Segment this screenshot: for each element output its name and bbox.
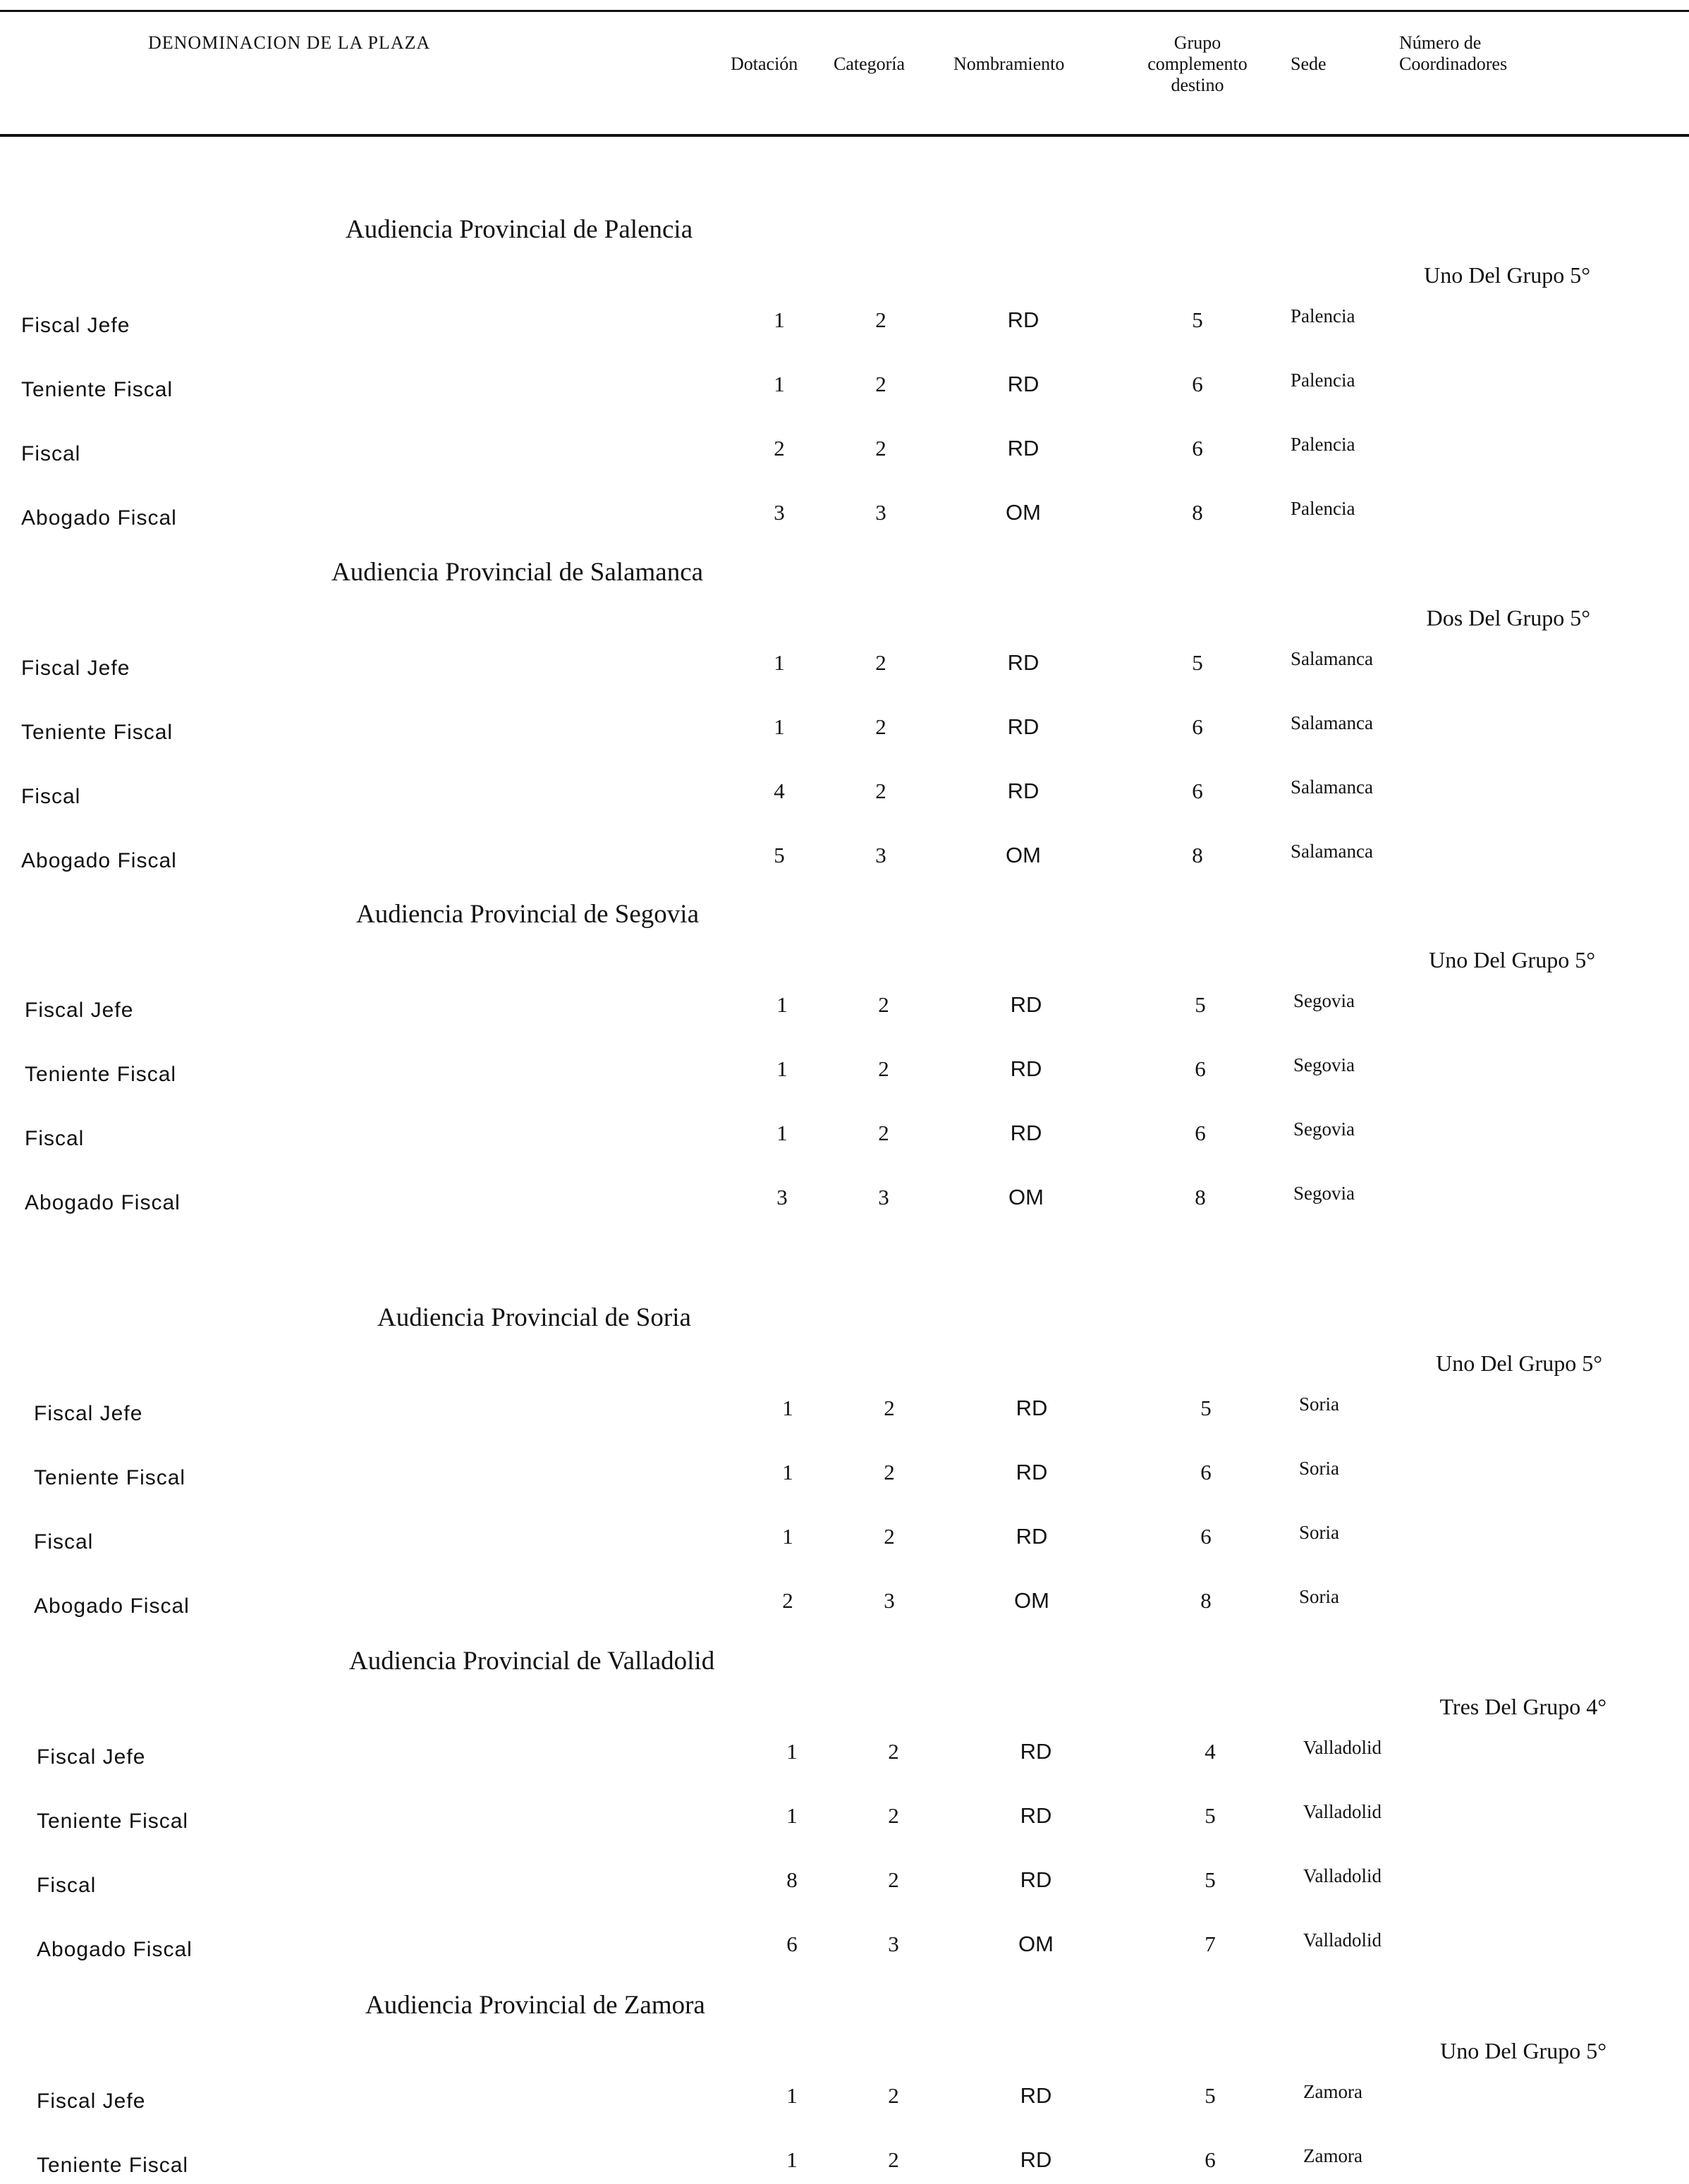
dotacion-value: 1: [774, 714, 785, 739]
position-name: Fiscal: [37, 1874, 97, 1897]
dotacion-value: 8: [786, 1867, 798, 1892]
table-row: [0, 1865, 1689, 1901]
nombramiento-value: RD: [1007, 372, 1039, 396]
nombramiento-value: OM: [1006, 500, 1041, 525]
nombramiento-value: RD: [1007, 307, 1039, 332]
nombramiento-value: RD: [1010, 1056, 1042, 1081]
categoria-value: 2: [884, 1460, 895, 1484]
categoria-value: 3: [878, 1185, 889, 1209]
position-name: Fiscal Jefe: [21, 657, 130, 680]
grupo-value: 4: [1205, 1739, 1216, 1764]
position-name: Teniente Fiscal: [37, 1810, 189, 1833]
position-name: Fiscal Jefe: [21, 314, 130, 337]
header-nombramiento: Nombramiento: [953, 54, 1065, 74]
grupo-value: 5: [1195, 992, 1206, 1017]
categoria-value: 2: [875, 307, 886, 332]
nombramiento-value: OM: [1014, 1588, 1049, 1613]
position-name: Fiscal Jefe: [37, 1745, 146, 1769]
table-row: [0, 841, 1689, 877]
nombramiento-value: RD: [1020, 2083, 1052, 2108]
dotacion-value: 1: [786, 1803, 798, 1828]
section-title: Audiencia Provincial de Segovia: [356, 900, 700, 929]
dotacion-value: 4: [774, 779, 785, 803]
table-row: [0, 498, 1689, 534]
nombramiento-value: RD: [1007, 714, 1039, 739]
sede-value: Soria: [1299, 1393, 1339, 1415]
sede-value: Segovia: [1293, 1054, 1355, 1075]
position-name: Abogado Fiscal: [37, 1938, 193, 1961]
table-row: [0, 648, 1689, 684]
categoria-value: 2: [875, 436, 886, 460]
dotacion-value: 5: [774, 843, 785, 867]
sede-value: Segovia: [1293, 1183, 1355, 1204]
sede-value: Salamanca: [1291, 841, 1373, 862]
nombramiento-value: RD: [1016, 1396, 1048, 1420]
nombramiento-value: RD: [1020, 2147, 1052, 2172]
sede-value: Soria: [1299, 1586, 1339, 1607]
categoria-value: 2: [875, 779, 886, 803]
section-title: Audiencia Provincial de Valladolid: [349, 1647, 715, 1676]
sede-value: Palencia: [1291, 498, 1355, 519]
coordinators-note: Uno Del Grupo 5°: [1429, 947, 1595, 972]
grupo-value: 8: [1192, 500, 1203, 525]
section-title: Audiencia Provincial de Palencia: [346, 215, 693, 244]
header-categoria: Categoría: [834, 54, 906, 74]
sede-value: Salamanca: [1291, 712, 1373, 733]
dotacion-value: 1: [776, 1056, 788, 1081]
position-name: Fiscal: [25, 1127, 85, 1150]
section-title: Audiencia Provincial de Zamora: [365, 1991, 705, 2020]
header-grupo-line3: destino: [1171, 75, 1224, 95]
position-name: Fiscal Jefe: [34, 1402, 143, 1425]
position-name: Teniente Fiscal: [25, 1063, 177, 1086]
dotacion-value: 1: [774, 650, 785, 675]
dotacion-value: 3: [776, 1185, 788, 1209]
position-name: Fiscal: [34, 1530, 94, 1554]
sede-value: Soria: [1299, 1522, 1339, 1543]
sede-value: Zamora: [1303, 2081, 1362, 2102]
dotacion-value: 1: [782, 1396, 793, 1420]
categoria-value: 3: [888, 1932, 899, 1956]
categoria-value: 2: [888, 1739, 899, 1764]
nombramiento-value: OM: [1008, 1185, 1044, 1209]
dotacion-value: 2: [782, 1588, 793, 1613]
categoria-value: 2: [884, 1396, 895, 1420]
sede-value: Palencia: [1291, 305, 1355, 327]
categoria-value: 2: [875, 372, 886, 396]
table-row: [0, 2145, 1689, 2181]
dotacion-value: 1: [786, 2083, 798, 2108]
sede-value: Segovia: [1293, 990, 1355, 1011]
position-name: Teniente Fiscal: [21, 721, 173, 744]
position-name: Abogado Fiscal: [21, 849, 177, 872]
header-sede: Sede: [1291, 54, 1327, 74]
categoria-value: 2: [878, 992, 889, 1017]
grupo-value: 6: [1192, 436, 1203, 460]
table-row: [0, 1183, 1689, 1219]
nombramiento-value: RD: [1007, 436, 1039, 460]
position-name: Teniente Fiscal: [37, 2154, 189, 2177]
nombramiento-value: RD: [1010, 1121, 1042, 1145]
coordinators-note: Dos Del Grupo 5°: [1426, 605, 1590, 630]
categoria-value: 2: [888, 2147, 899, 2172]
nombramiento-value: OM: [1018, 1932, 1054, 1956]
grupo-value: 5: [1192, 307, 1203, 332]
sede-value: Palencia: [1291, 434, 1355, 455]
header-num-line1: Número de: [1399, 32, 1482, 53]
sede-value: Valladolid: [1303, 1801, 1382, 1822]
grupo-value: 6: [1192, 714, 1203, 739]
table-row: [0, 305, 1689, 341]
dotacion-value: 1: [786, 1739, 798, 1764]
position-name: Fiscal Jefe: [25, 999, 134, 1022]
header-bottom-rule: [0, 134, 1689, 137]
table-row: [0, 1118, 1689, 1154]
categoria-value: 3: [884, 1588, 895, 1613]
sede-value: Valladolid: [1303, 1865, 1382, 1886]
grupo-value: 5: [1205, 1867, 1216, 1892]
nombramiento-value: RD: [1020, 1739, 1052, 1764]
grupo-value: 6: [1192, 779, 1203, 803]
table-row: [0, 370, 1689, 405]
categoria-value: 2: [888, 1867, 899, 1892]
categoria-value: 2: [888, 1803, 899, 1828]
position-name: Fiscal Jefe: [37, 2090, 146, 2113]
sede-value: Palencia: [1291, 370, 1355, 391]
grupo-value: 6: [1195, 1056, 1206, 1081]
table-row: [0, 2081, 1689, 2117]
dotacion-value: 1: [774, 307, 785, 332]
categoria-value: 3: [875, 843, 886, 867]
table-row: [0, 434, 1689, 470]
table-row: [0, 1393, 1689, 1429]
coordinators-note: Uno Del Grupo 5°: [1436, 1350, 1602, 1376]
header-dotacion: Dotación: [731, 54, 798, 74]
grupo-value: 5: [1205, 2083, 1216, 2108]
nombramiento-value: RD: [1020, 1867, 1052, 1892]
grupo-value: 6: [1205, 2147, 1216, 2172]
table-row: [0, 1801, 1689, 1837]
dotacion-value: 1: [786, 2147, 798, 2172]
table-row: [0, 1737, 1689, 1773]
categoria-value: 3: [875, 500, 886, 525]
sede-value: Salamanca: [1291, 776, 1373, 798]
coordinators-note: Uno Del Grupo 5°: [1424, 262, 1590, 288]
position-name: Abogado Fiscal: [21, 506, 177, 530]
header-grupo: [1127, 32, 1268, 96]
grupo-value: 8: [1192, 843, 1203, 867]
dotacion-value: 1: [776, 992, 788, 1017]
header-denominacion: DENOMINACION DE LA PLAZA: [148, 32, 431, 53]
grupo-value: 8: [1200, 1588, 1212, 1613]
dotacion-value: 6: [786, 1932, 798, 1956]
table-row: [0, 1054, 1689, 1090]
sede-value: Salamanca: [1291, 648, 1373, 669]
position-name: Abogado Fiscal: [34, 1594, 190, 1618]
section-title: Audiencia Provincial de Soria: [377, 1303, 691, 1332]
table-row: [0, 1586, 1689, 1622]
header-grupo-line1: Grupo: [1173, 32, 1221, 53]
nombramiento-value: RD: [1020, 1803, 1052, 1828]
header-num-line2: Coordinadores: [1399, 54, 1508, 74]
sede-value: Segovia: [1293, 1118, 1355, 1140]
nombramiento-value: OM: [1006, 843, 1041, 867]
grupo-value: 8: [1195, 1185, 1206, 1209]
position-name: Fiscal: [21, 785, 81, 808]
table-row: [0, 1458, 1689, 1494]
sede-value: Valladolid: [1303, 1929, 1382, 1951]
position-name: Teniente Fiscal: [34, 1466, 186, 1489]
sede-value: Valladolid: [1303, 1737, 1382, 1758]
nombramiento-value: RD: [1007, 650, 1039, 675]
table-row: [0, 712, 1689, 748]
sede-value: Soria: [1299, 1458, 1339, 1479]
table-row: [0, 776, 1689, 812]
nombramiento-value: RD: [1010, 992, 1042, 1017]
table-row: [0, 990, 1689, 1026]
coordinators-note: Tres Del Grupo 4°: [1439, 1694, 1606, 1719]
dotacion-value: 3: [774, 500, 785, 525]
categoria-value: 2: [875, 650, 886, 675]
dotacion-value: 1: [782, 1524, 793, 1549]
nombramiento-value: RD: [1016, 1460, 1048, 1484]
grupo-value: 7: [1205, 1932, 1216, 1956]
categoria-value: 2: [884, 1524, 895, 1549]
position-name: Abogado Fiscal: [25, 1191, 181, 1214]
position-name: Teniente Fiscal: [21, 378, 173, 401]
header-coordinadores: [1399, 32, 1507, 75]
section-title: Audiencia Provincial de Salamanca: [331, 558, 704, 587]
grupo-value: 5: [1200, 1396, 1212, 1420]
grupo-value: 6: [1200, 1524, 1212, 1549]
categoria-value: 2: [888, 2083, 899, 2108]
nombramiento-value: RD: [1016, 1524, 1048, 1549]
grupo-value: 5: [1205, 1803, 1216, 1828]
grupo-value: 6: [1195, 1121, 1206, 1145]
sede-value: Zamora: [1303, 2145, 1362, 2166]
categoria-value: 2: [875, 714, 886, 739]
grupo-value: 6: [1192, 372, 1203, 396]
categoria-value: 2: [878, 1121, 889, 1145]
categoria-value: 2: [878, 1056, 889, 1081]
grupo-value: 6: [1200, 1460, 1212, 1484]
nombramiento-value: RD: [1007, 779, 1039, 803]
table-row: [0, 1929, 1689, 1965]
dotacion-value: 1: [776, 1121, 788, 1145]
dotacion-value: 2: [774, 436, 785, 460]
top-rule: [0, 10, 1689, 12]
position-name: Fiscal: [21, 442, 81, 465]
dotacion-value: 1: [782, 1460, 793, 1484]
table-row: [0, 1522, 1689, 1558]
coordinators-note: Uno Del Grupo 5°: [1440, 2038, 1606, 2063]
grupo-value: 5: [1192, 650, 1203, 675]
dotacion-value: 1: [774, 372, 785, 396]
header-grupo-line2: complemento: [1147, 54, 1248, 74]
